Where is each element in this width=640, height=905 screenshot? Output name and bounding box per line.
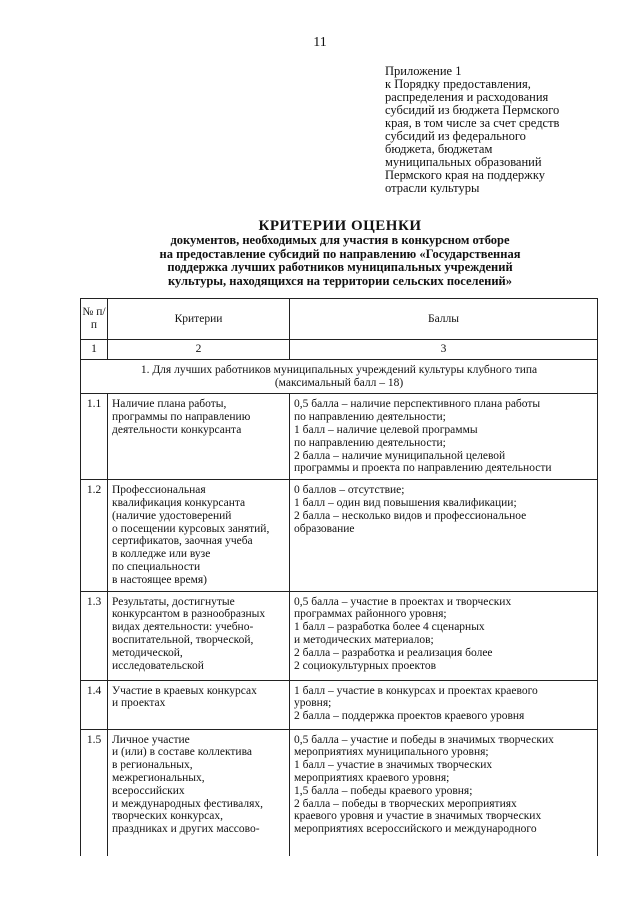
index-cell: 2 bbox=[108, 340, 290, 360]
section-title bbox=[81, 359, 598, 394]
points-line: мероприятиях краевого уровня; bbox=[294, 771, 450, 784]
criteria-cell bbox=[108, 729, 290, 856]
criteria-table-wrapper bbox=[80, 298, 597, 856]
points-line: 2 балла – разработка и реализация более bbox=[294, 646, 493, 659]
criteria-cell bbox=[108, 591, 290, 680]
table-row bbox=[81, 394, 598, 480]
appendix-line: субсидий из бюджета Пермского bbox=[385, 103, 560, 117]
criteria-line: о посещении курсовых занятий, bbox=[112, 522, 270, 535]
criteria-line: сертификатов, заочная учеба bbox=[112, 535, 253, 548]
appendix-line: Пермского края на поддержку bbox=[385, 168, 545, 182]
points-line: 0,5 балла – участие и победы в значимых творческих bbox=[294, 733, 554, 746]
document-subtitle-line: культуры, находящихся на территории сельских поселений» bbox=[168, 273, 512, 288]
criteria-line: творческих конкурсах, bbox=[112, 810, 224, 823]
header-points: Баллы bbox=[290, 299, 598, 340]
criteria-line: и международных фестивалях, bbox=[112, 797, 264, 810]
points-line: программы и проекта по направлению деятельности bbox=[294, 462, 552, 475]
criteria-line: Наличие плана работы, bbox=[112, 398, 227, 411]
points-line: 2 социокультурных проектов bbox=[294, 659, 437, 672]
points-line: мероприятиях всероссийского и международного bbox=[294, 823, 537, 836]
points-line: мероприятиях муниципального уровня; bbox=[294, 746, 489, 759]
document-subtitle-line: поддержка лучших работников муниципальных учреждений bbox=[167, 260, 513, 274]
criteria-line: по специальности bbox=[112, 560, 201, 573]
points-line: 1 балл – участие в значимых творческих bbox=[294, 759, 493, 772]
header-num: № п/п bbox=[81, 299, 108, 340]
table-row bbox=[81, 729, 598, 856]
section-title-line: (максимальный балл – 18) bbox=[274, 376, 404, 389]
criteria-cell bbox=[108, 480, 290, 591]
criteria-line: в региональных, bbox=[112, 759, 193, 772]
points-line: и методических материалов; bbox=[294, 633, 434, 646]
table-index-row bbox=[81, 340, 598, 360]
table-row bbox=[81, 680, 598, 729]
points-cell bbox=[290, 480, 598, 591]
appendix-line: Приложение 1 bbox=[385, 64, 462, 78]
document-title: КРИТЕРИИ ОЦЕНКИ bbox=[258, 218, 422, 234]
appendix-line: бюджета, бюджетам bbox=[385, 142, 493, 156]
points-line: 1 балл – наличие целевой программы bbox=[294, 423, 478, 436]
criteria-line: методической, bbox=[112, 646, 183, 659]
criteria-table bbox=[80, 298, 598, 856]
points-line: 1 балл – один вид повышения квалификации; bbox=[294, 496, 517, 509]
points-line: 0 баллов – отсутствие; bbox=[294, 484, 405, 497]
criteria-line: конкурсантом в разнообразных bbox=[112, 608, 266, 621]
table-row bbox=[81, 591, 598, 680]
criteria-line: и (или) в составе коллектива bbox=[112, 746, 252, 759]
points-line: 0,5 балла – наличие перспективного плана работы bbox=[294, 398, 541, 411]
criteria-line: видах деятельности: учебно- bbox=[112, 621, 254, 634]
criteria-line: квалификация конкурсанта bbox=[112, 496, 246, 509]
criteria-line: деятельности конкурсанта bbox=[112, 423, 242, 436]
row-number: 1.3 bbox=[81, 591, 108, 680]
criteria-line: Профессиональная bbox=[112, 484, 206, 497]
points-line: по направлению деятельности; bbox=[294, 436, 446, 449]
row-number: 1.4 bbox=[81, 680, 108, 729]
appendix-note bbox=[385, 65, 620, 195]
points-line: краевого уровня и участие в значимых творческих bbox=[294, 810, 542, 823]
appendix-line: муниципальных образований bbox=[385, 155, 542, 169]
appendix-line: распределения и расходования bbox=[385, 90, 549, 104]
index-cell: 1 bbox=[81, 340, 108, 360]
points-line: 0,5 балла – участие в проектах и творческих bbox=[294, 595, 512, 608]
appendix-line: к Порядку предоставления, bbox=[385, 77, 531, 91]
points-line: 1,5 балла – победы краевого уровня; bbox=[294, 784, 473, 797]
header-criteria: Критерии bbox=[108, 299, 290, 340]
criteria-line: и проектах bbox=[112, 697, 166, 710]
appendix-line: отрасли культуры bbox=[385, 181, 480, 195]
criteria-line: межрегиональных, bbox=[112, 771, 205, 784]
row-number: 1.2 bbox=[81, 480, 108, 591]
appendix-line: края, в том числе за счет средств bbox=[385, 116, 560, 130]
criteria-line: исследовательской bbox=[112, 659, 204, 672]
appendix-line: субсидий из федерального bbox=[385, 129, 526, 143]
section-row bbox=[81, 359, 598, 394]
points-line: 2 балла – несколько видов и профессиональное bbox=[294, 509, 527, 522]
criteria-cell bbox=[108, 394, 290, 480]
document-subtitle-line: на предоставление субсидий по направлению «Государственная bbox=[159, 246, 521, 261]
criteria-line: воспитательной, творческой, bbox=[112, 633, 254, 646]
points-line: 2 балла – победы в творческих мероприятиях bbox=[294, 797, 517, 810]
points-cell bbox=[290, 729, 598, 856]
document-heading bbox=[70, 218, 610, 288]
points-line: уровня; bbox=[294, 697, 332, 710]
criteria-line: праздниках и других массово- bbox=[112, 823, 260, 836]
criteria-line: в колледже или вузе bbox=[112, 548, 211, 561]
table-row bbox=[81, 480, 598, 591]
points-cell bbox=[290, 394, 598, 480]
points-line: по направлению деятельности; bbox=[294, 411, 446, 424]
points-line: 1 балл – разработка более 4 сценарных bbox=[294, 621, 485, 634]
page-number: 11 bbox=[313, 35, 327, 50]
criteria-line: в настоящее время) bbox=[112, 573, 207, 586]
points-line: 2 балла – наличие муниципальной целевой bbox=[294, 449, 506, 462]
points-line: 2 балла – поддержка проектов краевого уровня bbox=[294, 710, 525, 723]
criteria-line: Участие в краевых конкурсах bbox=[112, 684, 257, 697]
criteria-line: всероссийских bbox=[112, 784, 185, 797]
criteria-cell bbox=[108, 680, 290, 729]
criteria-line: программы по направлению bbox=[112, 411, 251, 424]
row-number: 1.5 bbox=[81, 729, 108, 856]
points-line: образование bbox=[294, 522, 355, 535]
section-title-line: 1. Для лучших работников муниципальных учреждений культуры клубного типа bbox=[140, 363, 538, 376]
index-cell: 3 bbox=[290, 340, 598, 360]
criteria-line: (наличие удостоверений bbox=[112, 509, 232, 522]
points-line: 1 балл – участие в конкурсах и проектах краевого bbox=[294, 684, 538, 697]
row-number: 1.1 bbox=[81, 394, 108, 480]
points-cell bbox=[290, 680, 598, 729]
criteria-line: Результаты, достигнутые bbox=[112, 595, 235, 608]
points-cell bbox=[290, 591, 598, 680]
criteria-line: Личное участие bbox=[112, 733, 190, 746]
document-subtitle-line: документов, необходимых для участия в конкурсном отборе bbox=[170, 233, 510, 247]
table-header-row bbox=[81, 299, 598, 340]
points-line: программах районного уровня; bbox=[294, 608, 447, 621]
